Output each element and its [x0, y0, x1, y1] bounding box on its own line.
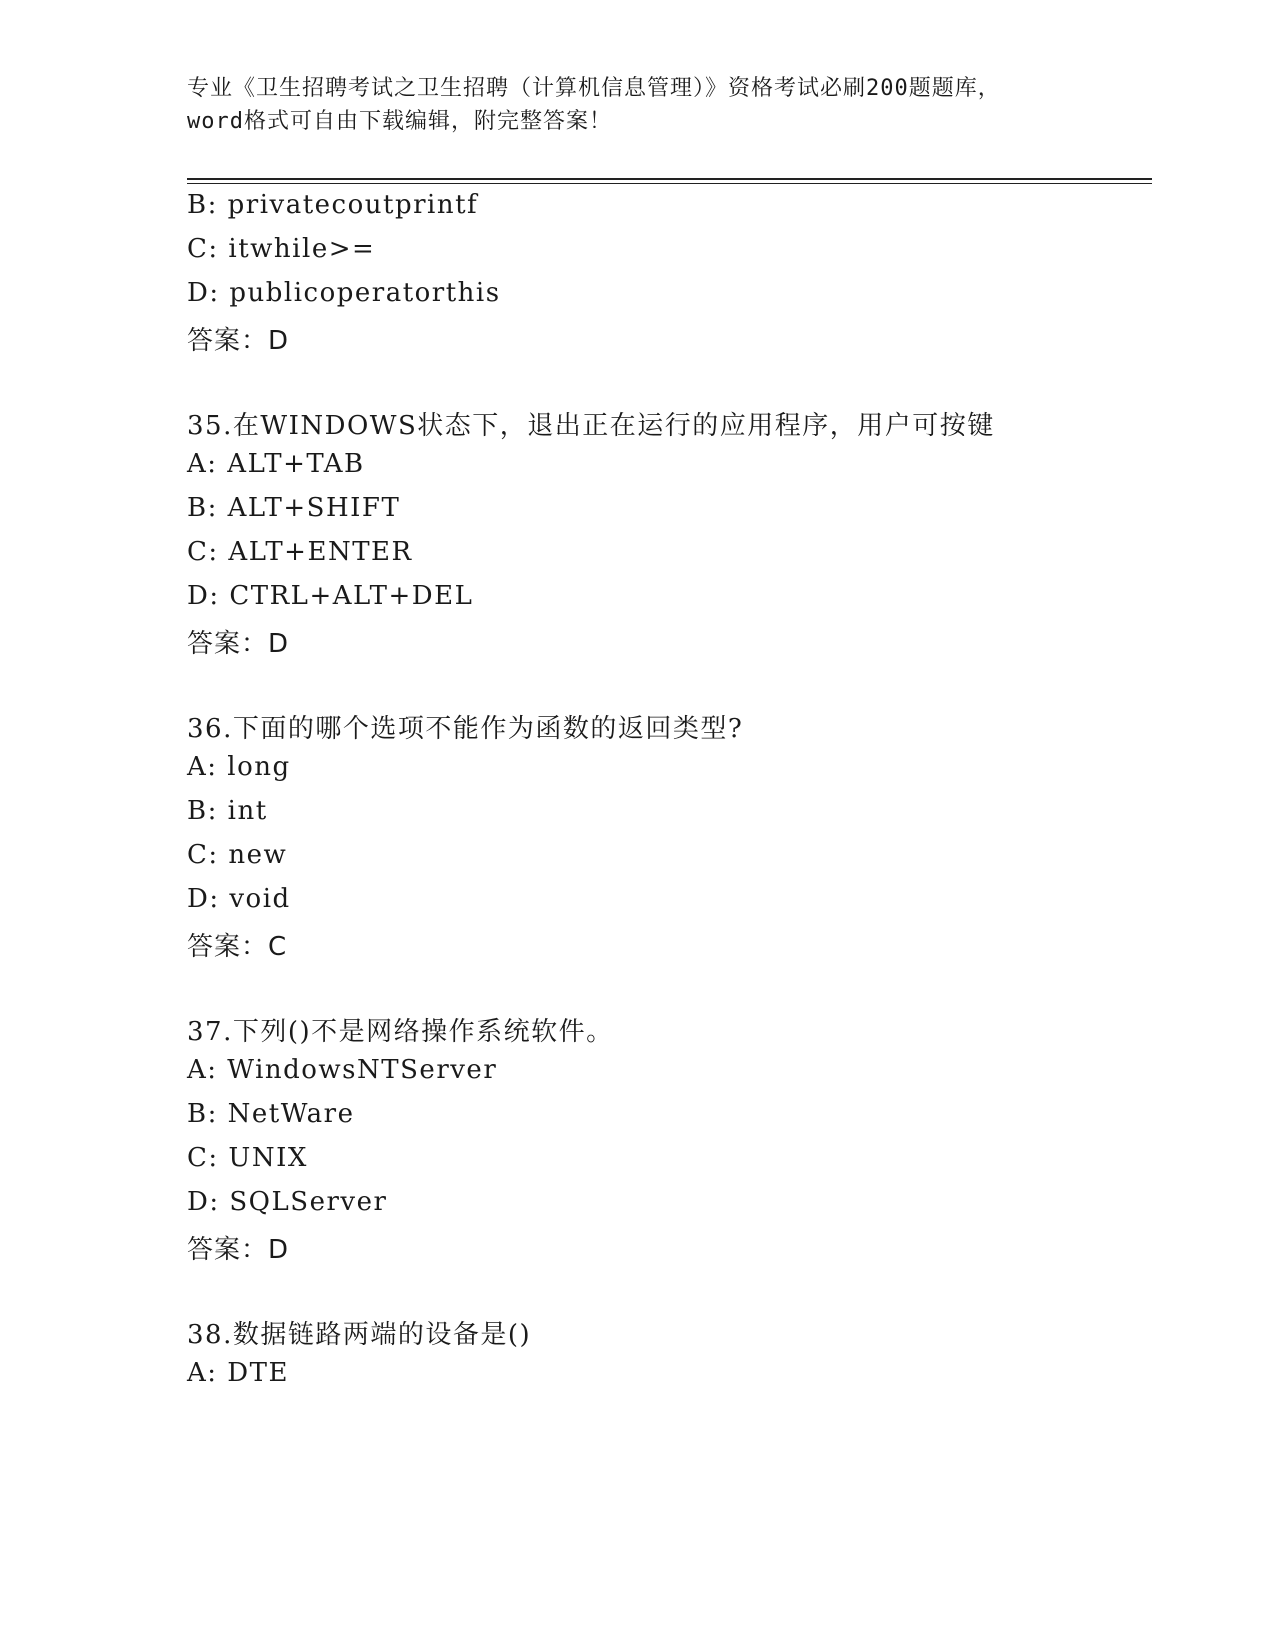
option-c: C: itwhile>= [187, 234, 376, 264]
option-b: B: int [187, 796, 268, 826]
header-divider-thick [187, 178, 1152, 180]
option-a: A: ALT+TAB [187, 449, 365, 479]
answer-label: 答案：D [187, 629, 290, 659]
question-36: 36.下面的哪个选项不能作为函数的返回类型? [187, 714, 744, 744]
document-header [187, 72, 1087, 138]
option-c: C: ALT+ENTER [187, 537, 413, 567]
option-b: B: NetWare [187, 1099, 355, 1129]
option-c: C: new [187, 840, 288, 870]
question-35: 35.在WINDOWS状态下，退出正在运行的应用程序，用户可按键 [187, 411, 995, 441]
answer-label: 答案：D [187, 326, 290, 356]
option-d: D: publicoperatorthis [187, 278, 501, 308]
answer-label: 答案：D [187, 1235, 290, 1265]
question-38: 38.数据链路两端的设备是() [187, 1320, 532, 1350]
option-a: A: long [187, 752, 291, 782]
option-c: C: UNIX [187, 1143, 308, 1173]
answer-label: 答案：C [187, 932, 288, 962]
option-b: B: privatecoutprintf [187, 190, 479, 220]
header-line-1: 专业《卫生招聘考试之卫生招聘（计算机信息管理）》资格考试必刷200题题库， [187, 76, 1001, 101]
option-a: A: WindowsNTServer [187, 1055, 498, 1085]
option-d: D: void [187, 884, 291, 914]
question-37: 37.下列()不是网络操作系统软件。 [187, 1017, 614, 1047]
header-divider-thin [187, 183, 1152, 184]
option-d: D: CTRL+ALT+DEL [187, 581, 474, 611]
option-a: A: DTE [187, 1358, 289, 1388]
header-line-2: word格式可自由下载编辑，附完整答案！ [187, 109, 612, 134]
option-d: D: SQLServer [187, 1187, 388, 1217]
option-b: B: ALT+SHIFT [187, 493, 401, 523]
